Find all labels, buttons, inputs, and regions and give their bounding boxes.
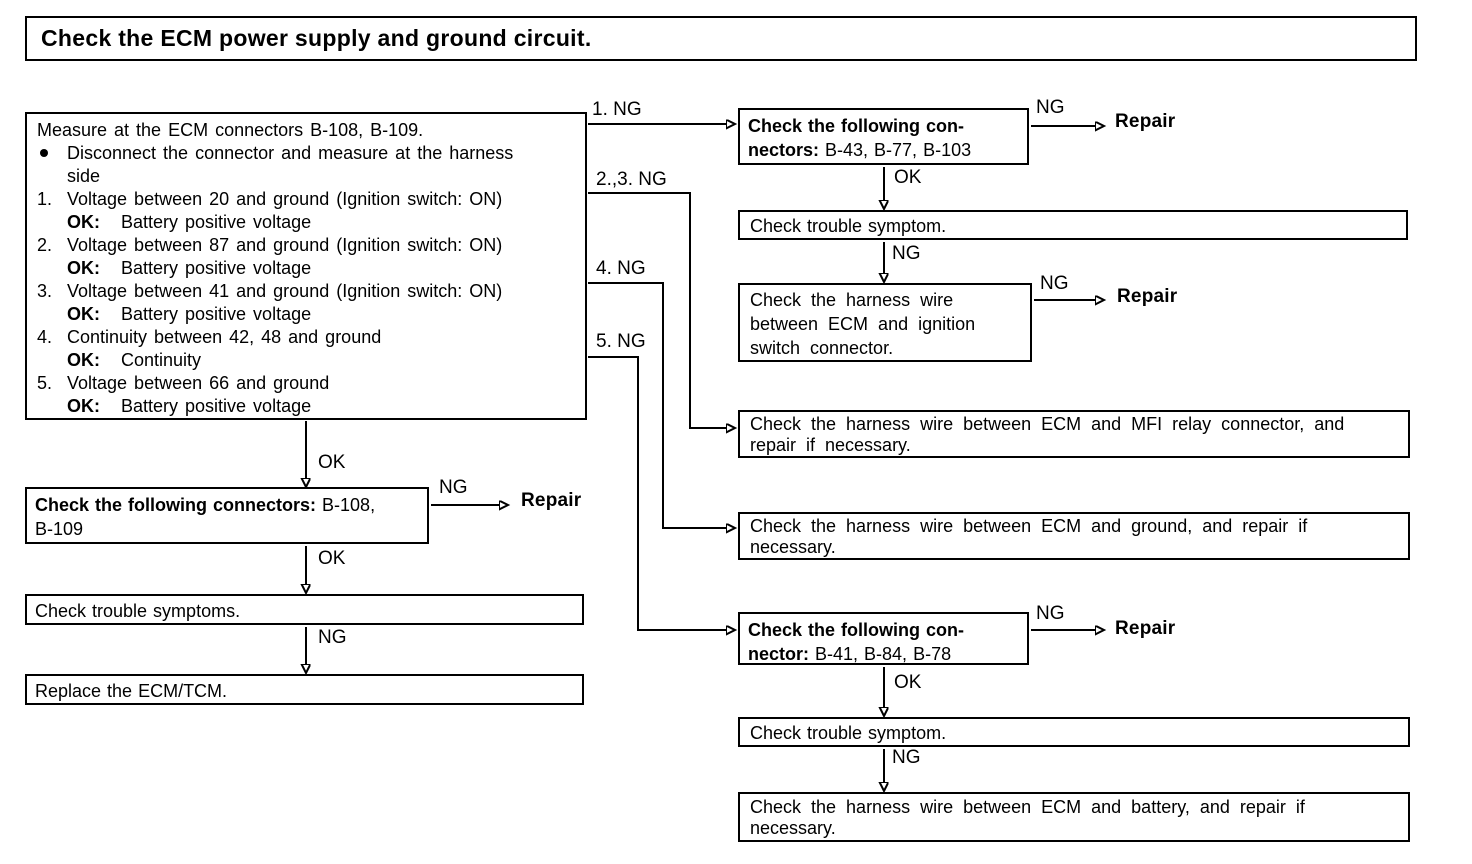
arrow-branch-4ng bbox=[588, 283, 727, 528]
branch-label-5-ng: 5. NG bbox=[596, 331, 646, 352]
step-number: 2. bbox=[37, 235, 53, 255]
node-text: B-41, B-84, B-78 bbox=[809, 644, 952, 664]
step-text: Voltage between 66 and ground bbox=[67, 373, 330, 393]
measure-step-3 bbox=[37, 280, 577, 303]
ng-label: NG bbox=[892, 747, 921, 768]
measure-step-2-ok bbox=[37, 257, 577, 280]
measure-instructions-box bbox=[25, 112, 587, 420]
measure-bullet-row bbox=[37, 142, 577, 188]
repair-label: Repair bbox=[1117, 286, 1178, 307]
node-text: B-108, bbox=[316, 495, 376, 515]
branch-label-4-ng: 4. NG bbox=[596, 258, 646, 279]
ok-key: OK: bbox=[67, 212, 100, 232]
ng-label: NG bbox=[1036, 97, 1065, 118]
step-text: Voltage between 87 and ground (Ignition switch: ON) bbox=[67, 235, 503, 255]
step-number: 1. bbox=[37, 189, 53, 209]
node-harness-ecm-ignition-switch: Check the harness wire between ECM and ignition switch connector. bbox=[738, 283, 1032, 362]
branch-label-1-ng: 1. NG bbox=[592, 99, 642, 120]
measure-step-4 bbox=[37, 326, 577, 349]
ok-value: Battery positive voltage bbox=[121, 304, 312, 324]
step-number: 3. bbox=[37, 281, 53, 301]
page-title bbox=[25, 16, 1417, 61]
measure-step-1 bbox=[37, 188, 577, 211]
ok-value: Battery positive voltage bbox=[121, 396, 312, 416]
measure-step-5 bbox=[37, 372, 577, 395]
step-text: Continuity between 42, 48 and ground bbox=[67, 327, 382, 347]
ng-label: NG bbox=[892, 243, 921, 264]
bullet-icon bbox=[40, 149, 48, 157]
repair-label: Repair bbox=[521, 490, 582, 511]
node-bold-text: Check the following con- bbox=[748, 620, 965, 640]
ok-label: OK bbox=[894, 167, 922, 188]
node-check-trouble-symptoms-left: Check trouble symptoms. bbox=[25, 594, 584, 625]
node-bold-text: nector: bbox=[748, 644, 810, 664]
node-text: B-109 bbox=[35, 519, 84, 539]
node-check-connectors-b43-b77-b103 bbox=[738, 108, 1029, 165]
node-bold-text: nectors: bbox=[748, 140, 820, 160]
step-text: Voltage between 41 and ground (Ignition switch: ON) bbox=[67, 281, 503, 301]
node-harness-ecm-battery: Check the harness wire between ECM and battery, and repair if necessary. bbox=[738, 792, 1410, 842]
node-bold-text: Check the following con- bbox=[748, 116, 965, 136]
measure-intro: Measure at the ECM connectors B-108, B-109. bbox=[37, 120, 424, 140]
ok-value: Battery positive voltage bbox=[121, 212, 312, 232]
ng-label: NG bbox=[1036, 603, 1065, 624]
ok-key: OK: bbox=[67, 396, 100, 416]
ng-label: NG bbox=[1040, 273, 1069, 294]
node-check-trouble-symptom-top: Check trouble symptom. bbox=[738, 210, 1408, 240]
ok-key: OK: bbox=[67, 350, 100, 370]
arrow-branch-5ng bbox=[588, 357, 727, 630]
node-harness-ecm-mfi-relay: Check the harness wire between ECM and MFI relay connector, and repair if necessary. bbox=[738, 410, 1410, 458]
node-harness-ecm-ground: Check the harness wire between ECM and ground, and repair if necessary. bbox=[738, 512, 1410, 560]
ng-label: NG bbox=[318, 627, 347, 648]
repair-label: Repair bbox=[1115, 111, 1176, 132]
measure-step-4-ok bbox=[37, 349, 577, 372]
node-text: B-43, B-77, B-103 bbox=[819, 140, 972, 160]
measure-step-2 bbox=[37, 234, 577, 257]
measure-step-5-ok bbox=[37, 395, 577, 418]
step-text: Voltage between 20 and ground (Ignition switch: ON) bbox=[67, 189, 503, 209]
ok-label: OK bbox=[318, 548, 346, 569]
ok-key: OK: bbox=[67, 258, 100, 278]
step-number: 4. bbox=[37, 327, 53, 347]
ok-value: Continuity bbox=[121, 350, 202, 370]
measure-step-3-ok bbox=[37, 303, 577, 326]
repair-label: Repair bbox=[1115, 618, 1176, 639]
node-check-connectors-b108-b109 bbox=[25, 487, 429, 544]
ok-label: OK bbox=[318, 452, 346, 473]
page-title-text: Check the ECM power supply and ground circuit. bbox=[41, 25, 592, 51]
ok-label: OK bbox=[894, 672, 922, 693]
branch-label-23-ng: 2.,3. NG bbox=[596, 169, 667, 190]
node-bold-text: Check the following connectors: bbox=[35, 495, 317, 515]
ng-label: NG bbox=[439, 477, 468, 498]
ok-key: OK: bbox=[67, 304, 100, 324]
measure-bullet-text: Disconnect the connector and measure at the harness side bbox=[67, 143, 514, 186]
ok-value: Battery positive voltage bbox=[121, 258, 312, 278]
arrow-branch-23ng bbox=[588, 193, 727, 428]
node-check-trouble-symptom-bottom: Check trouble symptom. bbox=[738, 717, 1410, 747]
step-number: 5. bbox=[37, 373, 53, 393]
measure-step-1-ok bbox=[37, 211, 577, 234]
node-replace-ecm-tcm: Replace the ECM/TCM. bbox=[25, 674, 584, 705]
node-check-connector-b41-b84-b78 bbox=[738, 612, 1029, 665]
